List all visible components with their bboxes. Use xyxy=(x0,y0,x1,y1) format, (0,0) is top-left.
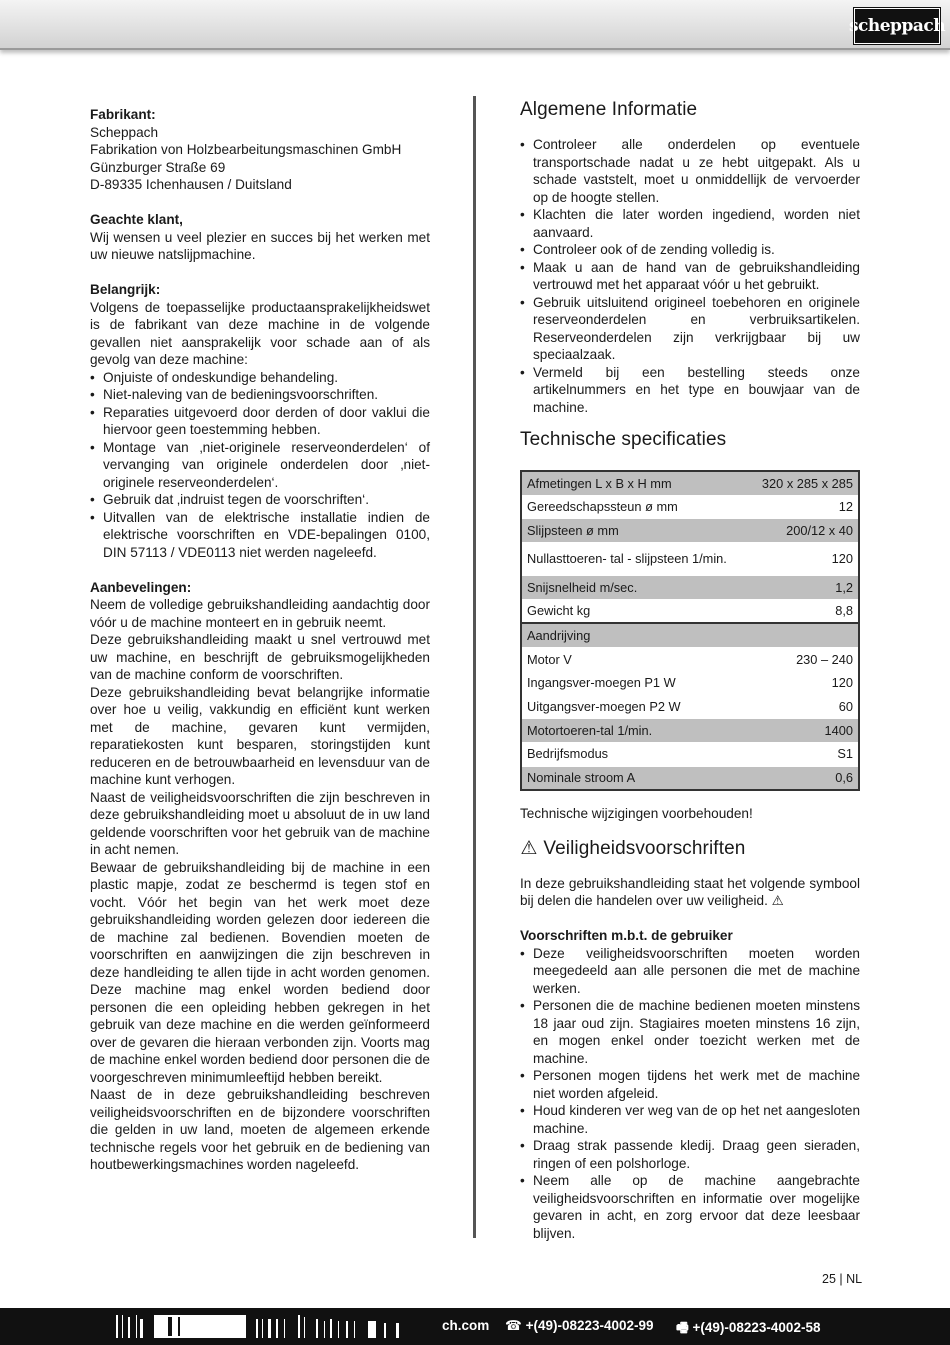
spec-label: Nullasttoeren- tal - slijpsteen 1/min. xyxy=(521,543,749,576)
list-item: • Reparaties uitgevoerd door derden of door vaklui die hiervoor geen toestemming hebben. xyxy=(90,404,430,439)
spec-value: 120 xyxy=(749,671,859,695)
warning-icon: ⚠ xyxy=(771,893,784,909)
greeting-title: Geachte klant, xyxy=(90,212,183,227)
manufacturer-line: Günzburger Straße 69 xyxy=(90,159,226,175)
list-item: • Draag strak passende kledij. Draag geen sieraden, ringen of een polshorloge. xyxy=(520,1137,860,1172)
user-rules-title: Voorschriften m.b.t. de gebruiker xyxy=(520,928,733,944)
spec-value: S1 xyxy=(749,742,859,766)
spec-value: 60 xyxy=(749,695,859,719)
table-row xyxy=(521,695,859,719)
recommendation-paragraph: Bewaar de gebruikshandleiding bij de machine in een plastic mapje, zodat ze beschermd is tegen stof en vocht. Vóór het begin van het werk moet deze gebruikshandleiding worden gelezen door iedereen die de machine zal bedienen. Bovendien moeten de voorschriften en aanwijzingen die zijn beschreven in deze handleiding te allen tijde in acht worden genomen. Deze machine mag enkel worden bediend door personen die een opleiding hebben gekregen in het gebruik van deze machine en die werden geïnformeerd over de gevaren die hieraan verbonden zijn. Voorts mag de machine enkel worden bediend door personen die de voorgeschreven minimumleeftijd hebben bereikt. xyxy=(90,859,430,1085)
footer-bar xyxy=(0,1308,950,1345)
recommendation-paragraph: Deze gebruikshandleiding maakt u snel vertrouwd met uw machine, en beschrijft de gebruiksmogelijkheden van de machine conform de voorschriften. xyxy=(90,632,430,682)
spec-label: Gereedschapssteun ø mm xyxy=(521,495,749,519)
list-item: • Deze veiligheidsvoorschriften moeten worden meegedeeld aan alle personen die met de machine werken. xyxy=(520,945,860,998)
page-number: 25 | NL xyxy=(822,1272,863,1286)
recommendation-paragraph: Naast de veiligheidsvoorschriften die zijn beschreven in deze gebruikshandleiding moet u absoluut de in uw land geldende voorschriften voor het gebruik van de machine in acht nemen. xyxy=(90,789,430,857)
warning-icon: ⚠ xyxy=(520,837,538,859)
recommendation-paragraph: Naast de in deze gebruikshandleiding beschreven veiligheidsvoorschriften en de bijzondere voorschriften die gelden in uw land, moeten de algemeen erkende technische regels voor het gebruik en de bediening van houtbewerkingsmachines worden nageleefd. xyxy=(90,1087,430,1172)
spec-label: Uitgangsver-moegen P2 W xyxy=(521,695,749,719)
spec-label: Bedrijfsmodus xyxy=(521,742,749,766)
list-item: • Montage van ‚niet-originele reserveonderdelen‘ of vervanging van originele onderdelen door ‚niet-originele reserveonderdelen‘. xyxy=(90,439,430,492)
left-column xyxy=(90,106,430,1174)
footer-website[interactable]: ch.com xyxy=(442,1318,490,1333)
table-row xyxy=(521,519,859,543)
recommendations-title: Aanbevelingen: xyxy=(90,579,192,595)
spec-value: 0,6 xyxy=(749,766,859,790)
manufacturer-line: D-89335 Ichenhausen / Duitsland xyxy=(90,177,292,192)
table-row xyxy=(521,576,859,600)
safety-heading xyxy=(520,837,860,861)
spec-label: Gewicht kg xyxy=(521,599,749,623)
list-item: • Gebruik uitsluitend origineel toebehoren en originele reserveonderdelen en verbruiksartikelen. Reserveonderdelen zijn verkrijgbaar bij uw speciaalzaak. xyxy=(520,294,860,364)
list-item: • Uitvallen van de elektrische installatie indien de elektrische voorschriften en VDE-bepalingen 0100, DIN 57113 / VDE0113 niet werden nageleefd. xyxy=(90,509,430,562)
spec-value: 12 xyxy=(749,495,859,519)
spec-value: 200/12 x 40 xyxy=(749,519,859,543)
spec-label: Afmetingen L x B x H mm xyxy=(521,471,749,495)
list-item: • Klachten die later worden ingediend, worden niet aanvaard. xyxy=(520,206,860,241)
list-item: • Gebruik dat ‚indruist tegen de voorschriften‘. xyxy=(90,491,430,509)
safety-heading-text: Veiligheidsvoorschriften xyxy=(543,837,746,859)
barcode-graphic xyxy=(116,1313,491,1340)
list-item: • Maak u aan de hand van de gebruikshandleiding vertrouwd met het apparaat vóór u het gebruikt. xyxy=(520,259,860,294)
safety-intro-text: In deze gebruikshandleiding staat het volgende symbool bij delen die handelen over uw veiligheid. xyxy=(520,875,860,909)
list-item: • Neem alle op de machine aangebrachte veiligheidsvoorschriften en informatie over mogelijke gevaren in acht, en zorg ervoor dat deze leesbaar blijven. xyxy=(520,1172,860,1242)
greeting-text: Wij wensen u veel plezier en succes bij het werken met uw nieuwe natslijpmachine. xyxy=(90,229,430,262)
list-item: • Controleer alle onderdelen op eventuele transportschade nadat u ze hebt uitgepakt. Als u schade vaststelt, moet u onmiddellijk de vervoerder op de hoogte stellen. xyxy=(520,136,860,206)
spec-value: 230 – 240 xyxy=(749,648,859,672)
general-info-heading: Algemene Informatie xyxy=(520,99,698,120)
list-item: • Personen die de machine bedienen moeten minstens 18 jaar oud zijn. Stagiaires moeten minstens 16 zijn, en mogen enkel onder toezicht werken met de machine. xyxy=(520,997,860,1067)
liability-list xyxy=(90,369,430,562)
footer-phone: ☎ +(49)-08223-4002-99 xyxy=(505,1318,654,1333)
spec-value: 120 xyxy=(749,543,859,576)
general-info-list xyxy=(520,136,860,416)
brand-logo: scheppach xyxy=(854,8,940,44)
table-row xyxy=(521,623,859,647)
table-row xyxy=(521,471,859,495)
spec-value xyxy=(749,623,859,647)
right-column xyxy=(520,98,860,1242)
spec-label: Nominale stroom A xyxy=(521,766,749,790)
recommendation-paragraph: Deze gebruikshandleiding bevat belangrijke informatie over hoe u veilig, vakkundig en efficiënt kunt werken met de machine, gevaren kunt vermijden, reparatiekosten kunt besparen, storingstijden kunt reduceren en de betrouwbaarheid en levensduur van de machine kunt verhogen. xyxy=(90,684,430,787)
table-row xyxy=(521,719,859,743)
table-row xyxy=(521,766,859,790)
important-text: Volgens de toepasselijke productaansprakelijkheidswet is de fabrikant van deze machine in de volgende gevallen niet aansprakelijk voor schade aan of als gevolg van deze machine: xyxy=(90,299,430,367)
recommendation-paragraph: Neem de volledige gebruikshandleiding aandachtig door vóór u de machine monteert en in gebruik neemt. xyxy=(90,597,430,630)
list-item: • Vermeld bij een bestelling steeds onze artikelnummers en het type en bouwjaar van de machine. xyxy=(520,364,860,417)
list-item: • Niet-naleving van de bedieningsvoorschriften. xyxy=(90,386,430,404)
manufacturer-line: Scheppach xyxy=(90,124,159,140)
list-item: • Controleer ook of de zending volledig is. xyxy=(520,241,860,259)
header-bar xyxy=(0,0,950,50)
spec-label: Snijsnelheid m/sec. xyxy=(521,576,749,600)
important-title: Belangrijk: xyxy=(90,282,161,297)
spec-value: 8,8 xyxy=(749,599,859,623)
spec-table xyxy=(520,470,860,791)
spec-value: 1400 xyxy=(749,719,859,743)
table-row xyxy=(521,495,859,519)
list-item: • Onjuiste of ondeskundige behandeling. xyxy=(90,369,430,387)
safety-intro xyxy=(520,875,860,910)
table-row xyxy=(521,671,859,695)
spec-value: 1,2 xyxy=(749,576,859,600)
list-item: • Personen mogen tijdens het werk met de machine niet worden afgeleid. xyxy=(520,1067,860,1102)
list-item: • Houd kinderen ver weg van de op het net aangesloten machine. xyxy=(520,1102,860,1137)
table-row xyxy=(521,742,859,766)
tech-spec-heading: Technische specificaties xyxy=(520,429,727,450)
spec-label: Slijpsteen ø mm xyxy=(521,519,749,543)
tech-note: Technische wijzigingen voorbehouden! xyxy=(520,806,753,822)
spec-label: Motor V xyxy=(521,648,749,672)
manufacturer-line: Fabrikation von Holzbearbeitungsmaschinen GmbH xyxy=(90,142,402,157)
spec-label: Ingangsver-moegen P1 W xyxy=(521,671,749,695)
spec-label: Motortoeren-tal 1/min. xyxy=(521,719,749,743)
table-row xyxy=(521,648,859,672)
table-row xyxy=(521,599,859,623)
table-row xyxy=(521,543,859,576)
manufacturer-title: Fabrikant: xyxy=(90,107,156,122)
user-rules-list xyxy=(520,945,860,1243)
spec-label: Aandrijving xyxy=(521,623,749,647)
spec-value: 320 x 285 x 285 xyxy=(749,471,859,495)
footer-fax: 🖷 +(49)-08223-4002-58 xyxy=(676,1320,821,1335)
column-divider xyxy=(473,96,476,1238)
